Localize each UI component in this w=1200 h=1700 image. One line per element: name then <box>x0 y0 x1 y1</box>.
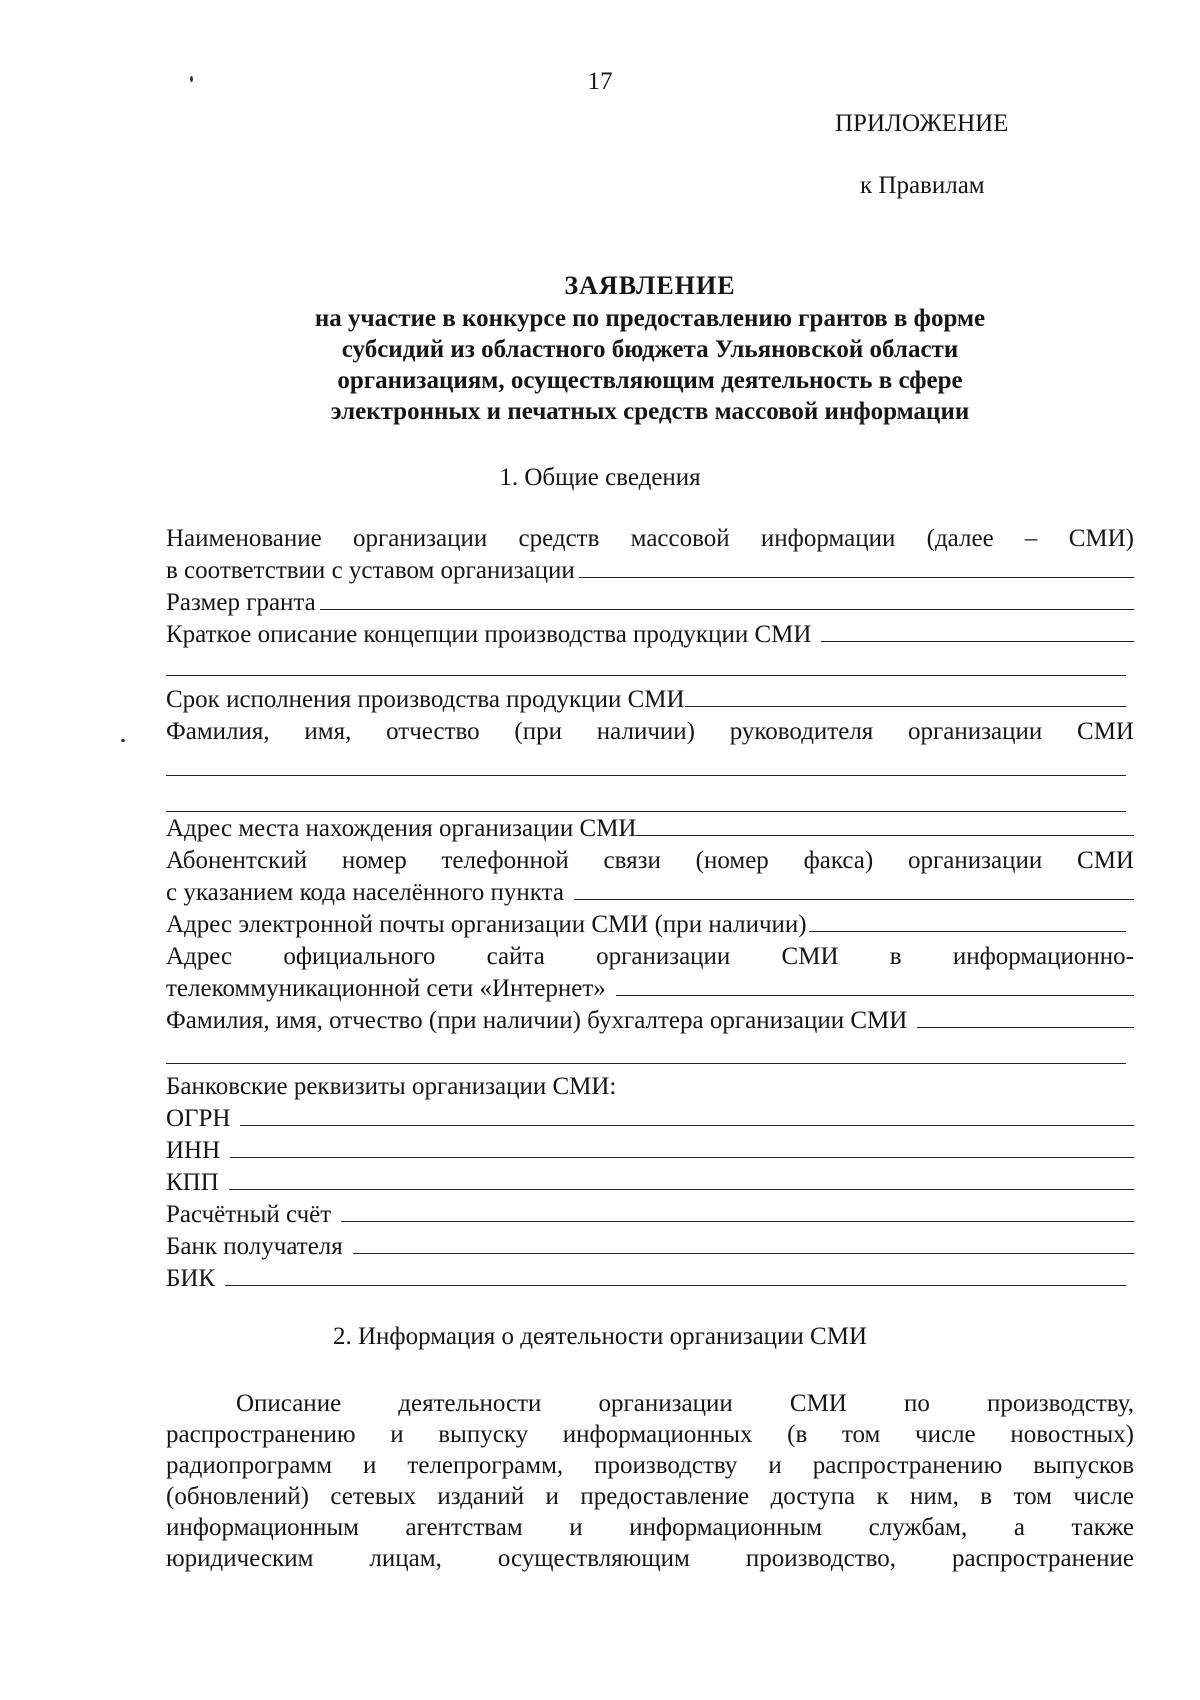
grant-size-input[interactable] <box>320 587 1134 610</box>
account-input[interactable] <box>341 1199 1134 1222</box>
site-label-2: телекоммуникационной сети «Интернет» <box>166 975 606 1002</box>
phone-field <box>166 877 1134 908</box>
org-name-input[interactable] <box>579 555 1134 578</box>
section-1-title: 1. Общие сведения <box>499 464 701 491</box>
phone-input[interactable] <box>574 877 1134 900</box>
site-label: Адрес официального сайта организации СМИ в информационно- <box>166 943 1134 970</box>
bik-label: БИК <box>166 1265 216 1292</box>
ogrn-field <box>166 1103 1134 1134</box>
grant-size-field <box>166 587 1134 618</box>
grant-size-label: Размер гранта <box>166 589 316 616</box>
heading-line: организациям, осуществляющим деятельность в сфере <box>337 367 963 394</box>
paragraph-line: юридическим лицам, осуществляющим производство, распространение <box>166 1545 1134 1572</box>
org-name-label: Наименование организации средств массовой информации (далее – СМИ) <box>166 525 1134 552</box>
paragraph-line: информационным агентствам и информационным службам, а также <box>166 1514 1134 1541</box>
head-name-input-line-2[interactable] <box>166 811 1126 812</box>
bank-details-title <box>166 1071 1134 1102</box>
accountant-field <box>166 1005 1134 1036</box>
paragraph-line: (обновлений) сетевых изданий и предоставление доступа к ним, в том числе <box>166 1483 1134 1510</box>
ogrn-input[interactable] <box>240 1103 1134 1126</box>
term-label: Срок исполнения производства продукции СМИ <box>166 686 685 713</box>
email-label: Адрес электронной почты организации СМИ (при наличии) <box>166 911 807 938</box>
site-input[interactable] <box>616 973 1134 996</box>
account-field <box>166 1199 1134 1230</box>
term-field <box>166 684 1134 715</box>
site-field <box>166 973 1134 1004</box>
appendix-title: ПРИЛОЖЕНИЕ <box>835 110 1009 137</box>
phone-label: Абонентский номер телефонной связи (номер факса) организации СМИ <box>166 847 1134 874</box>
document-heading <box>200 270 1100 427</box>
inn-input[interactable] <box>230 1135 1134 1158</box>
page-number: 17 <box>587 68 613 95</box>
address-label: Адрес места нахождения организации СМИ <box>166 815 637 842</box>
address-field <box>166 813 1134 844</box>
head-name-label: Фамилия, имя, отчество (при наличии) руководителя организации СМИ <box>166 718 1134 745</box>
phone-label-2: с указанием кода населённого пункта <box>166 879 564 906</box>
paragraph-line: Описание деятельности организации СМИ по производству, <box>236 1390 1134 1417</box>
bank-input[interactable] <box>353 1231 1134 1254</box>
kpp-input[interactable] <box>229 1167 1134 1190</box>
email-input[interactable] <box>809 909 1126 932</box>
ogrn-label: ОГРН <box>166 1105 231 1132</box>
kpp-label: КПП <box>166 1169 219 1196</box>
head-name-input-line-1[interactable] <box>166 775 1126 776</box>
appendix-subtitle: к Правилам <box>860 172 985 199</box>
email-field <box>166 909 1134 940</box>
bik-input[interactable] <box>225 1263 1126 1286</box>
bank-label: Банк получателя <box>166 1233 343 1260</box>
heading-line: на участие в конкурсе по предоставлению грантов в форме <box>314 305 986 332</box>
concept-input[interactable] <box>821 619 1134 642</box>
account-label: Расчётный счёт <box>166 1201 332 1228</box>
term-input[interactable] <box>685 684 1126 707</box>
accountant-label: Фамилия, имя, отчество (при наличии) бухгалтера организации СМИ <box>166 1007 908 1034</box>
document-title: ЗАЯВЛЕНИЕ <box>564 271 736 300</box>
accountant-input-line-2[interactable] <box>166 1063 1126 1064</box>
org-name-label-2: в соответствии с уставом организации <box>166 557 575 584</box>
concept-field <box>166 619 1134 650</box>
bik-field <box>166 1263 1134 1294</box>
accountant-input[interactable] <box>917 1005 1134 1028</box>
concept-input-line-2[interactable] <box>166 675 1126 676</box>
kpp-field <box>166 1167 1134 1198</box>
inn-field <box>166 1135 1134 1166</box>
paragraph-line: распространению и выпуску информационных (в том числе новостных) <box>166 1421 1134 1448</box>
bank-details-label: Банковские реквизиты организации СМИ: <box>166 1073 617 1100</box>
org-name-field <box>166 555 1134 586</box>
bank-field <box>166 1231 1134 1262</box>
paragraph-line: радиопрограмм и телепрограмм, производству и распространению выпусков <box>166 1452 1134 1479</box>
scan-dot <box>121 739 125 742</box>
inn-label: ИНН <box>166 1137 221 1164</box>
section-2-title: 2. Информация о деятельности организации СМИ <box>332 1323 868 1350</box>
concept-label: Краткое описание концепции производства продукции СМИ <box>166 621 812 648</box>
heading-line: электронных и печатных средств массовой информации <box>330 398 970 425</box>
address-input[interactable] <box>636 813 1134 836</box>
heading-line: субсидий из областного бюджета Ульяновской области <box>341 336 959 363</box>
activity-paragraph <box>166 1388 1134 1574</box>
